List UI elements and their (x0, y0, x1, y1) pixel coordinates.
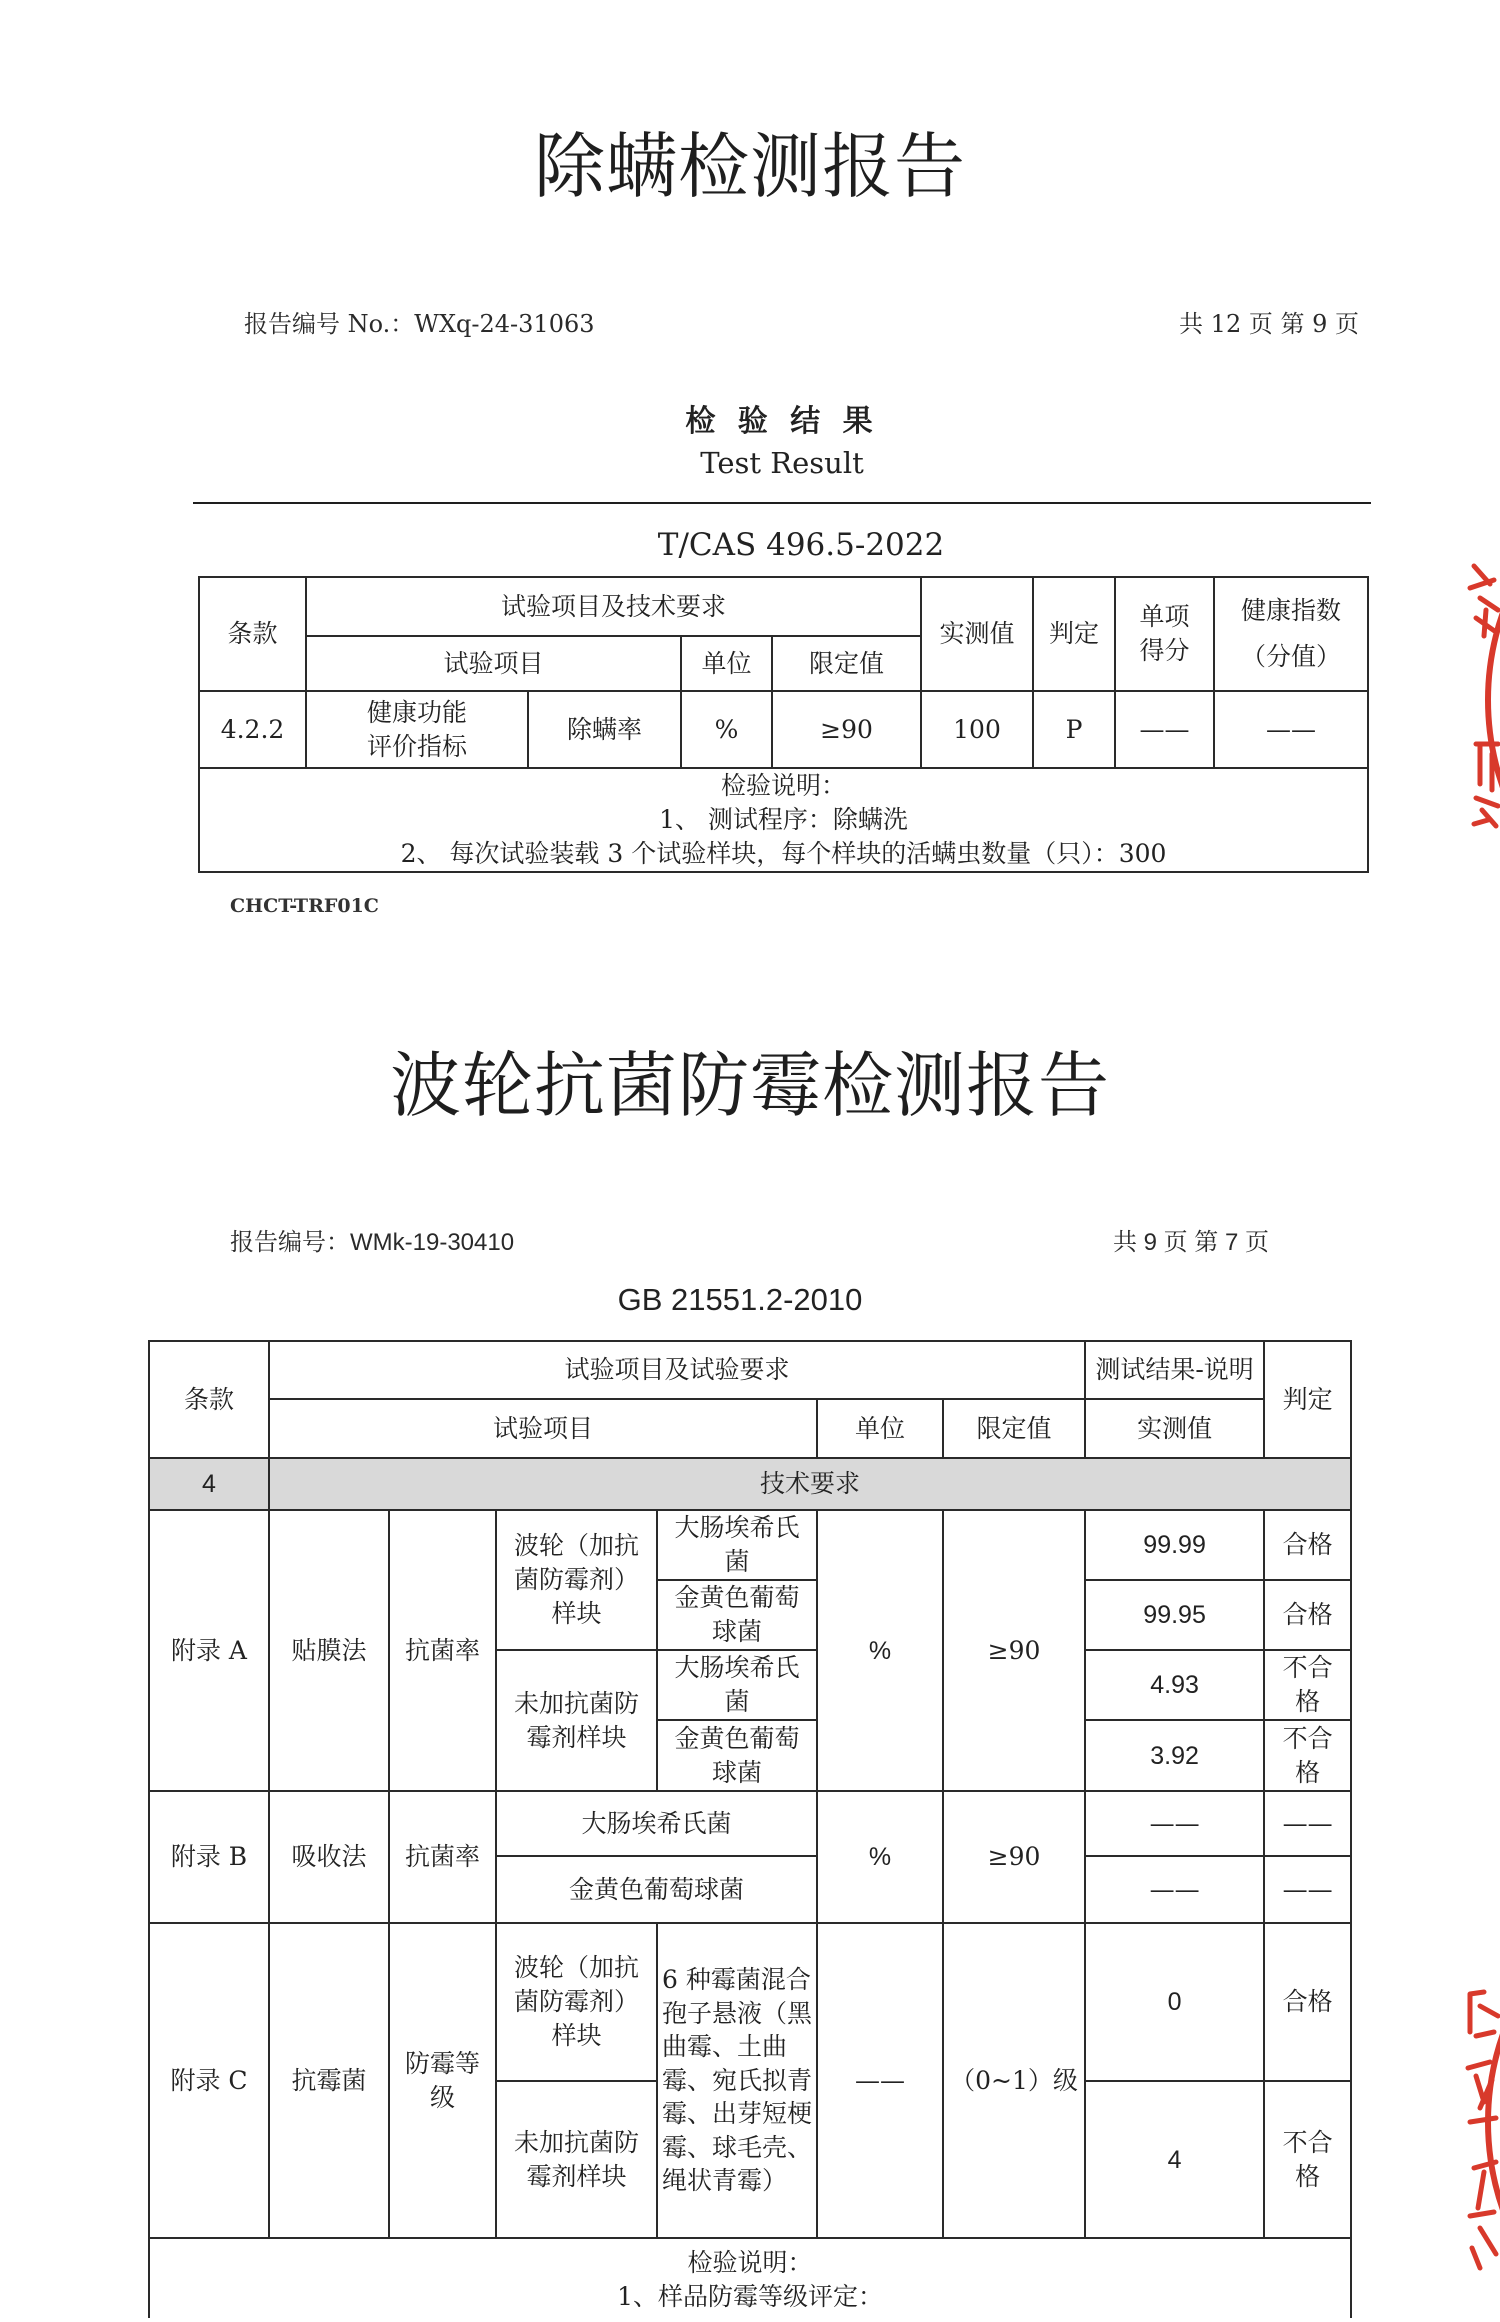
tech-row-clause: 4 (149, 1458, 269, 1510)
header-clause: 条款 (199, 577, 306, 691)
row-category-cell (306, 691, 528, 768)
judgement-cell (1264, 1720, 1351, 1791)
notes-line: 1、 测试程序：除螨洗 (659, 805, 908, 834)
judgement: 合格 (1282, 1987, 1333, 2016)
header-judgement: 判定 (1033, 577, 1115, 691)
red-seal-stamp (1440, 1972, 1500, 2282)
appendix-a-limit: ≥90 (943, 1510, 1085, 1791)
sample-cell (496, 1650, 657, 1791)
appendix-b-clause: 附录 B (149, 1791, 269, 1923)
organism-name: 金黄色葡萄球菌 (674, 1583, 800, 1646)
appendix-c-item: 防霉等级 (404, 2048, 480, 2112)
organism-cell (657, 1510, 817, 1580)
measured-value: 3.92 (1085, 1720, 1264, 1791)
table-row (149, 1791, 1351, 1856)
sample-cell (496, 2081, 657, 2238)
measured-value: 4.93 (1085, 1650, 1264, 1720)
table-row (199, 691, 1368, 768)
judgement-cell (1264, 1923, 1351, 2081)
header-measured: 实测值 (921, 577, 1033, 691)
table-row (149, 1510, 1351, 1580)
measured-value: 0 (1085, 1923, 1264, 2081)
organism-cell (657, 1650, 817, 1720)
header-limit: 限定值 (943, 1399, 1085, 1458)
judgement-cell (1264, 2081, 1351, 2238)
organism-name: 金黄色葡萄球菌 (496, 1856, 817, 1923)
measured-value: —— (1085, 1791, 1264, 1856)
report2-report-number: 报告编号：WMk-19-30410 (230, 1229, 515, 1256)
judgement-cell (1264, 1650, 1351, 1720)
sample-name: 波轮（加抗菌防霉剂）样块 (513, 1531, 639, 1628)
appendix-c-method: 抗霉菌 (269, 1923, 389, 2238)
header-test-item: 试验项目 (269, 1399, 817, 1458)
sample-cell (496, 1923, 657, 2081)
judgement: —— (1264, 1856, 1351, 1923)
header-health-index-cell (1214, 577, 1368, 691)
judgement: 不合格 (1282, 1653, 1333, 1716)
appendix-a-unit: % (817, 1510, 943, 1791)
header-items-requirements: 试验项目及技术要求 (306, 577, 921, 636)
header-unit: 单位 (817, 1399, 943, 1458)
appendix-c-item-cell (389, 1923, 496, 2238)
judgement: 合格 (1282, 1530, 1333, 1559)
organism-name: 大肠埃希氏菌 (496, 1791, 817, 1856)
form-code: CHCT-TRF01C (230, 895, 379, 917)
report2-page-info: 共 9 页 第 7 页 (1112, 1229, 1269, 1256)
red-seal-stamp (1440, 540, 1500, 860)
judgement: —— (1264, 1791, 1351, 1856)
row-health-index: —— (1214, 691, 1368, 768)
judgement: 合格 (1282, 1600, 1333, 1629)
measured-value: —— (1085, 1856, 1264, 1923)
mite-test-result-table (198, 576, 1369, 873)
appendix-b-limit: ≥90 (943, 1791, 1085, 1923)
appendix-a-method: 贴膜法 (269, 1510, 389, 1791)
tech-row-label: 技术要求 (269, 1458, 1351, 1510)
judgement-cell (1264, 1510, 1351, 1580)
antibacterial-mildew-table (148, 1340, 1352, 2318)
report1-page-info: 共 12 页 第 9 页 (1179, 310, 1359, 338)
result-title-en: Test Result (700, 446, 864, 480)
appendix-c-clause: 附录 C (149, 1923, 269, 2238)
header-health-index: 健康指数（分值） (1241, 595, 1342, 671)
header-item-score: 单项得分 (1139, 602, 1190, 665)
row-limit: ≥90 (772, 691, 921, 768)
row-item-score: —— (1115, 691, 1214, 768)
header-item-score-cell (1115, 577, 1214, 691)
row-category: 健康功能评价指标 (366, 697, 467, 761)
row-clause: 4.2.2 (199, 691, 306, 768)
row-judgement: P (1033, 691, 1115, 768)
header-test-item: 试验项目 (306, 636, 681, 691)
section-divider (193, 502, 1371, 504)
report2-standard: GB 21551.2-2010 (617, 1282, 863, 1317)
test-notes (149, 2238, 1351, 2318)
sample-cell (496, 1510, 657, 1650)
report2-title: 波轮抗菌防霉检测报告 (389, 1044, 1110, 1127)
judgement: 不合格 (1282, 2127, 1333, 2191)
notes-line: 2、 每次试验装载 3 个试验样块，每个样块的活螨虫数量（只）：300 (400, 839, 1167, 868)
sample-name: 未加抗菌防霉剂样块 (513, 1688, 639, 1752)
notes-heading: 检验说明： (721, 771, 847, 800)
appendix-a-clause: 附录 A (149, 1510, 269, 1791)
header-result-note: 测试结果-说明 (1085, 1341, 1264, 1399)
table-row (149, 1458, 1351, 1510)
header-judgement: 判定 (1264, 1341, 1351, 1458)
test-notes (199, 768, 1368, 872)
header-unit: 单位 (681, 636, 772, 691)
report1-report-number: 报告编号 No.：WXq-24-31063 (244, 310, 595, 338)
report1-standard: T/CAS 496.5-2022 (657, 527, 945, 563)
mold-spores-cell (657, 1923, 817, 2238)
appendix-a-item: 抗菌率 (389, 1510, 496, 1791)
row-measured: 100 (921, 691, 1033, 768)
judgement: 不合格 (1282, 1723, 1333, 1787)
organism-name: 大肠埃希氏菌 (674, 1513, 800, 1576)
judgement-cell (1264, 1580, 1351, 1650)
appendix-b-item: 抗菌率 (389, 1791, 496, 1923)
measured-value: 99.99 (1085, 1510, 1264, 1580)
appendix-c-unit: —— (817, 1923, 943, 2238)
header-items-requirements: 试验项目及试验要求 (269, 1341, 1085, 1399)
header-clause: 条款 (149, 1341, 269, 1458)
appendix-c-limit: （0~1）级 (943, 1923, 1085, 2238)
table-row (149, 1923, 1351, 2081)
result-title-cn: 检 验 结 果 (685, 404, 879, 439)
report1-title: 除螨检测报告 (533, 125, 966, 208)
notes-heading: 检验说明： (687, 2247, 813, 2277)
appendix-b-method: 吸收法 (269, 1791, 389, 1923)
row-unit: % (681, 691, 772, 768)
organism-name: 大肠埃希氏菌 (674, 1653, 800, 1716)
appendix-b-unit: % (817, 1791, 943, 1923)
organism-cell (657, 1720, 817, 1791)
organism-name: 金黄色葡萄球菌 (674, 1723, 800, 1787)
sample-name: 未加抗菌防霉剂样块 (513, 2127, 639, 2191)
sample-name: 波轮（加抗菌防霉剂）样块 (513, 1953, 639, 2050)
header-limit: 限定值 (772, 636, 921, 691)
measured-value: 4 (1085, 2081, 1264, 2238)
mold-spores: 6 种霉菌混合孢子悬液（黑曲霉、土曲霉、宛氏拟青霉、出芽短梗霉、球毛壳、绳状青霉） (662, 1965, 813, 2195)
header-measured: 实测值 (1085, 1399, 1264, 1458)
notes-line: 1、样品防霉等级评定： (617, 2281, 883, 2311)
row-item: 除螨率 (528, 691, 681, 768)
measured-value: 99.95 (1085, 1580, 1264, 1650)
organism-cell (657, 1580, 817, 1650)
